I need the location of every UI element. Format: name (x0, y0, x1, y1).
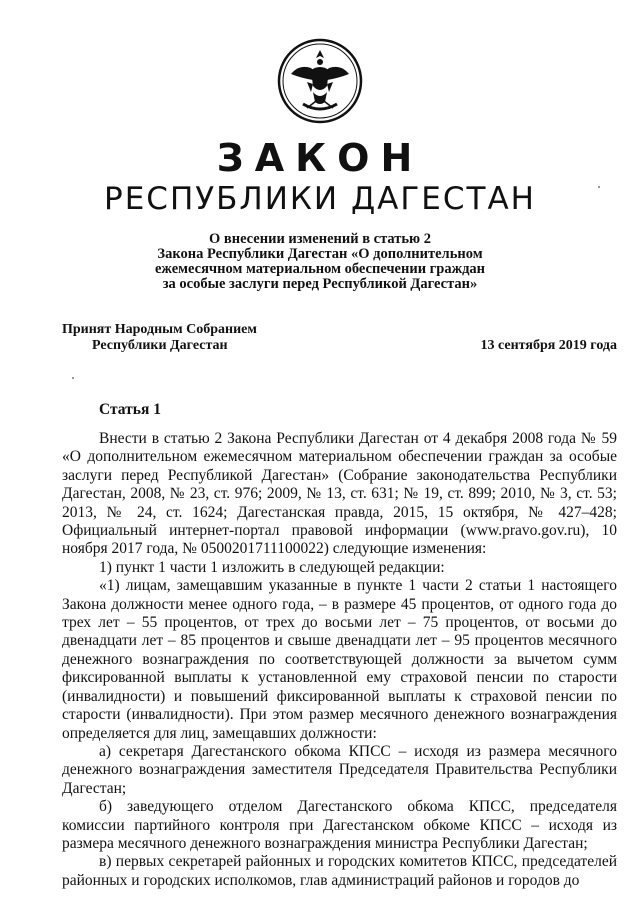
adoption-authority (62, 322, 262, 354)
paragraph: б) заведующего отделом Дагестанского обкома КПСС, председателя комиссии партийного контроля при Дагестанском обкоме КПСС – исходя из размера месячного денежного вознаграждения министра Республики Дагестан; (62, 798, 617, 852)
adoption-line-1: Принят Народным Собранием (62, 322, 257, 337)
paragraph: 1) пункт 1 части 1 изложить в следующей редакции: (99, 558, 445, 576)
article-heading: Статья 1 (99, 401, 161, 418)
article-body (62, 430, 617, 890)
subject-line: О внесении изменений в статью 2 (208, 231, 432, 247)
subject-line: ежемесячном материальном обеспечении граждан (154, 261, 486, 277)
subject-line: за особые заслуги перед Республикой Дагестан» (162, 276, 478, 292)
scan-speck (598, 186, 600, 188)
document-title: ЗАКОН (216, 136, 424, 180)
dagestan-coat-of-arms-icon (277, 38, 363, 124)
subject-line: Закона Республики Дагестан «О дополнительном (157, 246, 483, 262)
scan-speck (72, 377, 74, 379)
paragraph: Внести в статью 2 Закона Республики Дагестан от 4 декабря 2008 года № 59 «О дополнительном ежемесячном материальном обеспечении граждан за особые заслуги перед Республикой Дагестан» (Собрание законодательства Республики Дагестан, 2008, № 23, ст. 976; 2009, № 13, ст. 631; № 19, ст. 899; 2010, № 3, ст. 53; 2013, № 24, ст. 1624; Дагестанская правда, 2015, 15 октября, № 427–428; Официальный интернет-портал правовой информации (www.pravo.gov.ru), 10 ноября 2017 года, № 0500201711100022) следующие изменения: (62, 430, 617, 558)
paragraph: «1) лицам, замещавшим указанные в пункте 1 части 2 статьи 1 настоящего Закона должности менее одного года, – в размере 45 процентов, от одного года до трех лет – 55 процентов, от трех до восьми лет – 75 процентов, от восьми до двенадцати лет – 85 процентов и свыше двенадцати лет – 95 процентов месячного денежного вознаграждения по соответствующей должности за вычетом сумм фиксированной выплаты к установленной ему страховой пенсии по старости (инвалидности) и повышений фиксированной выплаты к страховой пенсии по старости (инвалидности). При этом размер месячного денежного вознаграждения определяется для лиц, замещавших должности: (62, 577, 617, 742)
law-subject (120, 232, 520, 292)
adoption-date: 13 сентября 2019 года (480, 338, 617, 353)
paragraph: а) секретаря Дагестанского обкома КПСС – исходя из размера месячного денежного вознаграждения заместителя Председателя Правительства Республики Дагестан; (62, 742, 617, 797)
document-subtitle: РЕСПУБЛИКИ ДАГЕСТАН (104, 181, 536, 217)
paragraph: в) первых секретарей районных и городских комитетов КПСС, председателей районных и городских исполкомов, глав администраций районов и городов до (62, 853, 617, 889)
adoption-line-2: Республики Дагестан (92, 338, 228, 353)
